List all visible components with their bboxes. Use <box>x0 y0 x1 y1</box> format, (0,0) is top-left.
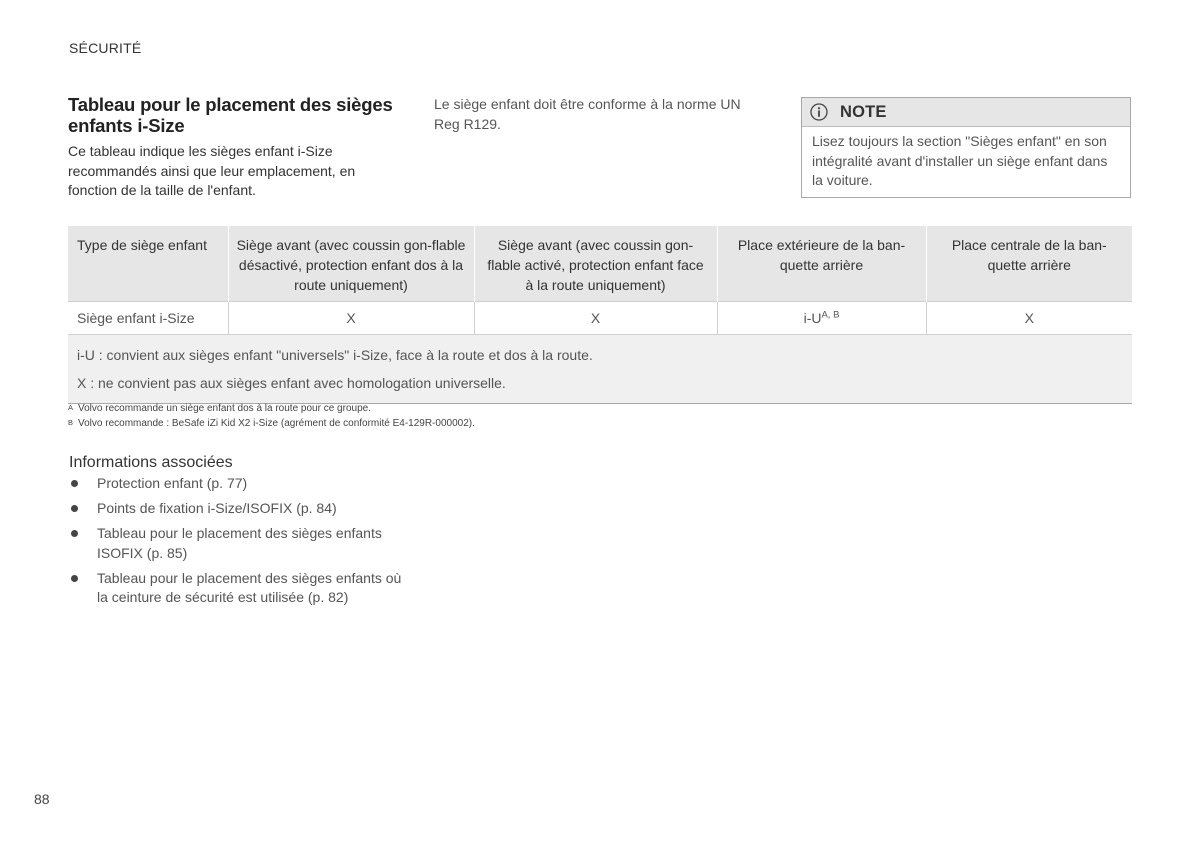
compliance-text: Le siège enfant doit être conforme à la norme UN Reg R129. <box>434 96 741 132</box>
header-front-airbag-off: Siège avant (avec coussin gon-flable désactivé, protection enfant dos à la route uniquement) <box>228 226 474 302</box>
cell-front-airbag-off: X <box>228 302 474 335</box>
note-box <box>801 97 1131 198</box>
related-link-label: Points de fixation i-Size/ISOFIX (p. 84) <box>97 500 337 516</box>
header-rear-center: Place centrale de la ban-quette arrière <box>926 226 1132 302</box>
legend-line: i-U : convient aux sièges enfant "universels" i-Size, face à la route et dos à la route. <box>77 347 593 363</box>
footnote <box>68 401 475 416</box>
bullet-icon <box>71 530 78 537</box>
note-header <box>802 98 1130 127</box>
footnote-letter: B <box>68 418 74 427</box>
cell-seat-type: Siège enfant i-Size <box>68 302 228 335</box>
placement-table <box>68 226 1132 404</box>
footnote-text: Volvo recommande un siège enfant dos à la route pour ce groupe. <box>78 403 371 414</box>
cell-rear-center: X <box>926 302 1132 335</box>
related-link[interactable] <box>69 524 409 563</box>
related-link[interactable] <box>69 499 409 519</box>
table-header-row <box>68 226 1132 302</box>
footnote-ref: A, B <box>821 309 840 321</box>
footnote-letter: A <box>68 403 74 412</box>
page-heading: Tableau pour le placement des sièges enfants i-Size <box>68 94 393 136</box>
cell-rear-outer-value: i-U <box>803 310 822 326</box>
footnote <box>68 416 475 431</box>
note-title: NOTE <box>840 102 887 121</box>
related-link-label: Tableau pour le placement des sièges enfants ISOFIX (p. 85) <box>97 525 382 561</box>
related-link[interactable] <box>69 569 409 608</box>
footnote-text: Volvo recommande : BeSafe iZi Kid X2 i-Size (agrément de conformité E4-129R-000002). <box>78 418 475 429</box>
related-link[interactable] <box>69 474 409 494</box>
cell-rear-outer <box>717 302 926 335</box>
header-front-airbag-on: Siège avant (avec coussin gon-flable activé, protection enfant face à la route uniquement) <box>474 226 717 302</box>
bullet-icon <box>71 575 78 582</box>
intro-column <box>68 94 398 201</box>
note-text: Lisez toujours la section "Sièges enfant" en son intégralité avant d'installer un siège enfant dans la voiture. <box>812 133 1108 188</box>
header-rear-outer: Place extérieure de la ban-quette arrière <box>717 226 926 302</box>
section-header: SÉCURITÉ <box>69 40 142 56</box>
page-number: 88 <box>34 791 50 807</box>
related-link-label: Protection enfant (p. 77) <box>97 475 248 491</box>
cell-front-airbag-on: X <box>474 302 717 335</box>
table-row <box>68 302 1132 335</box>
bullet-icon <box>71 505 78 512</box>
related-link-label: Tableau pour le placement des sièges enfants où la ceinture de sécurité est utilisée (p. 82) <box>97 569 402 605</box>
bullet-icon <box>71 480 78 487</box>
table-legend-row <box>68 335 1132 404</box>
related-title: Informations associées <box>69 454 233 471</box>
legend-line: X : ne convient pas aux sièges enfant avec homologation universelle. <box>77 375 506 391</box>
table-legend <box>68 335 1132 404</box>
related-list <box>69 474 409 608</box>
intro-text: Ce tableau indique les sièges enfant i-Size recommandés ainsi que leur emplacement, en fonction de la taille de l'enfant. <box>68 143 356 198</box>
info-icon <box>810 103 828 121</box>
related-info <box>69 454 409 613</box>
header-seat-type: Type de siège enfant <box>68 226 228 302</box>
footnotes <box>68 401 475 431</box>
